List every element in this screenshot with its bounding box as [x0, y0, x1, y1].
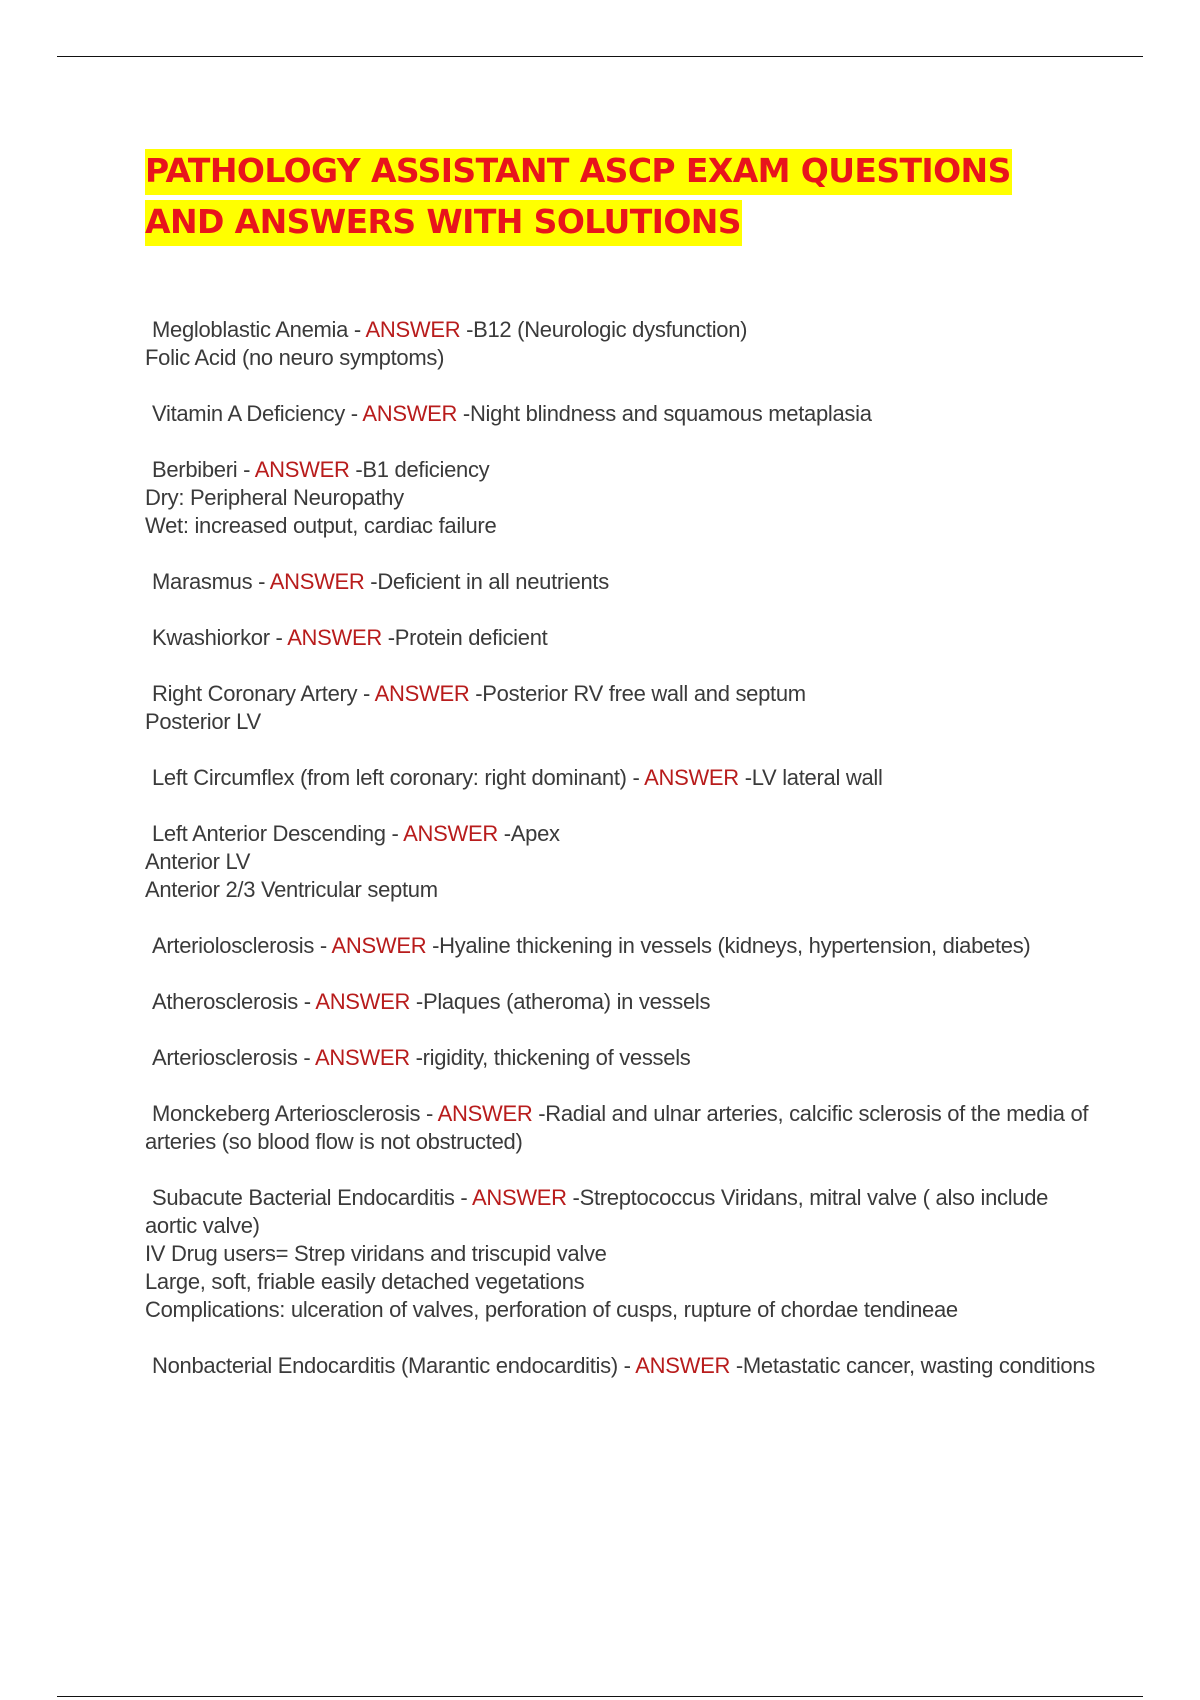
question-term: Arteriosclerosis	[152, 1045, 298, 1070]
qa-entry	[145, 764, 1095, 792]
separator: -	[460, 317, 474, 342]
answer-text: Hyaline thickening in vessels (kidneys, hypertension, diabetes)	[439, 933, 1031, 958]
question-term: Subacute Bacterial Endocarditis	[152, 1185, 455, 1210]
answer-label: ANSWER	[374, 681, 470, 706]
separator: -	[426, 933, 440, 958]
separator: -	[469, 681, 483, 706]
bottom-rule	[57, 1696, 1143, 1697]
answer-text: B12 (Neurologic dysfunction)	[473, 317, 748, 342]
answer-text: Protein deficient	[394, 625, 548, 650]
answer-detail-line: Anterior 2/3 Ventricular septum	[145, 877, 438, 902]
answer-label: ANSWER	[635, 1353, 731, 1378]
answer-detail-line: Anterior LV	[145, 849, 251, 874]
question-term: Arteriolosclerosis	[152, 933, 315, 958]
question-term: Marasmus	[152, 569, 253, 594]
answer-text: Apex	[510, 821, 560, 846]
answer-label: ANSWER	[254, 457, 350, 482]
qa-entry	[145, 932, 1095, 960]
answer-text: Plaques (atheroma) in vessels	[422, 989, 711, 1014]
answer-label: ANSWER	[315, 1045, 410, 1070]
top-rule	[57, 56, 1143, 57]
qa-entry	[145, 624, 1095, 652]
answer-detail-line: Dry: Peripheral Neuropathy	[145, 485, 404, 510]
answer-label: ANSWER	[471, 1185, 567, 1210]
separator: -	[409, 1045, 423, 1070]
answer-label: ANSWER	[365, 317, 461, 342]
answer-text: Radial and ulnar arteries, calcific sclerosis of the media of arteries (so blood flow is not obstructed)	[145, 1101, 1089, 1154]
separator: -	[626, 765, 645, 790]
question-term: Right Coronary Artery	[152, 681, 358, 706]
separator: -	[297, 1045, 316, 1070]
qa-entry	[145, 680, 1095, 736]
separator: -	[385, 821, 404, 846]
answer-text: B1 deficiency	[362, 457, 490, 482]
qa-entry	[145, 1044, 1095, 1072]
separator: -	[457, 401, 470, 426]
answer-text: Deficient in all neutrients	[377, 569, 609, 594]
separator: -	[348, 317, 366, 342]
separator: -	[357, 681, 375, 706]
answer-label: ANSWER	[315, 989, 411, 1014]
question-term: Megloblastic Anemia	[152, 317, 349, 342]
title-line-1: PATHOLOGY ASSISTANT ASCP EXAM QUESTIONS	[145, 149, 1012, 195]
separator: -	[617, 1353, 636, 1378]
question-term: Kwashiorkor	[152, 625, 270, 650]
answer-detail-line: Posterior LV	[145, 709, 261, 734]
question-term: Atherosclerosis	[152, 989, 298, 1014]
answer-label: ANSWER	[269, 569, 365, 594]
answer-text: Night blindness and squamous metaplasia	[469, 401, 872, 426]
title-line-2: AND ANSWERS WITH SOLUTIONS	[145, 200, 742, 246]
separator: -	[497, 821, 511, 846]
answer-text: Metastatic cancer, wasting conditions	[742, 1353, 1095, 1378]
answer-label: ANSWER	[644, 765, 739, 790]
qa-entry	[145, 1100, 1095, 1156]
separator: -	[454, 1185, 472, 1210]
qa-entry	[145, 988, 1095, 1016]
qa-list	[145, 316, 1095, 1408]
qa-entry	[145, 568, 1095, 596]
answer-detail-line: Large, soft, friable easily detached vegetations	[145, 1269, 585, 1294]
separator: -	[381, 625, 395, 650]
separator: -	[349, 457, 363, 482]
answer-label: ANSWER	[403, 821, 498, 846]
separator: -	[730, 1353, 743, 1378]
separator: -	[297, 989, 316, 1014]
qa-entry	[145, 316, 1095, 372]
question-term: Vitamin A Deficiency	[152, 401, 345, 426]
answer-label: ANSWER	[287, 625, 382, 650]
question-term: Left Anterior Descending	[152, 821, 386, 846]
separator: -	[420, 1101, 438, 1126]
answer-label: ANSWER	[437, 1101, 533, 1126]
question-term: Berbiberi	[152, 457, 238, 482]
answer-text: rigidity, thickening of vessels	[422, 1045, 691, 1070]
question-term: Monckeberg Arteriosclerosis	[152, 1101, 421, 1126]
answer-label: ANSWER	[331, 933, 427, 958]
answer-text: Posterior RV free wall and septum	[482, 681, 806, 706]
answer-label: ANSWER	[362, 401, 458, 426]
answer-text: Streptococcus Viridans, mitral valve ( also include aortic valve)	[145, 1185, 1049, 1238]
separator: -	[252, 569, 270, 594]
question-term: Left Circumflex (from left coronary: right dominant)	[152, 765, 627, 790]
separator: -	[566, 1185, 580, 1210]
separator: -	[269, 625, 288, 650]
separator: -	[410, 989, 423, 1014]
answer-text: LV lateral wall	[751, 765, 883, 790]
separator: -	[738, 765, 752, 790]
separator: -	[532, 1101, 546, 1126]
qa-entry	[145, 1352, 1095, 1380]
answer-detail-line: Complications: ulceration of valves, perforation of cusps, rupture of chordae tendineae	[145, 1297, 958, 1322]
separator: -	[364, 569, 378, 594]
qa-entry	[145, 1184, 1095, 1324]
answer-detail-line: Wet: increased output, cardiac failure	[145, 513, 497, 538]
separator: -	[344, 401, 363, 426]
qa-entry	[145, 400, 1095, 428]
document-title	[145, 145, 1105, 247]
separator: -	[314, 933, 332, 958]
answer-detail-line: Folic Acid (no neuro symptoms)	[145, 345, 445, 370]
separator: -	[237, 457, 255, 482]
question-term: Nonbacterial Endocarditis (Marantic endocarditis)	[152, 1353, 618, 1378]
qa-entry	[145, 456, 1095, 540]
answer-detail-line: IV Drug users= Strep viridans and triscupid valve	[145, 1241, 607, 1266]
qa-entry	[145, 820, 1095, 904]
